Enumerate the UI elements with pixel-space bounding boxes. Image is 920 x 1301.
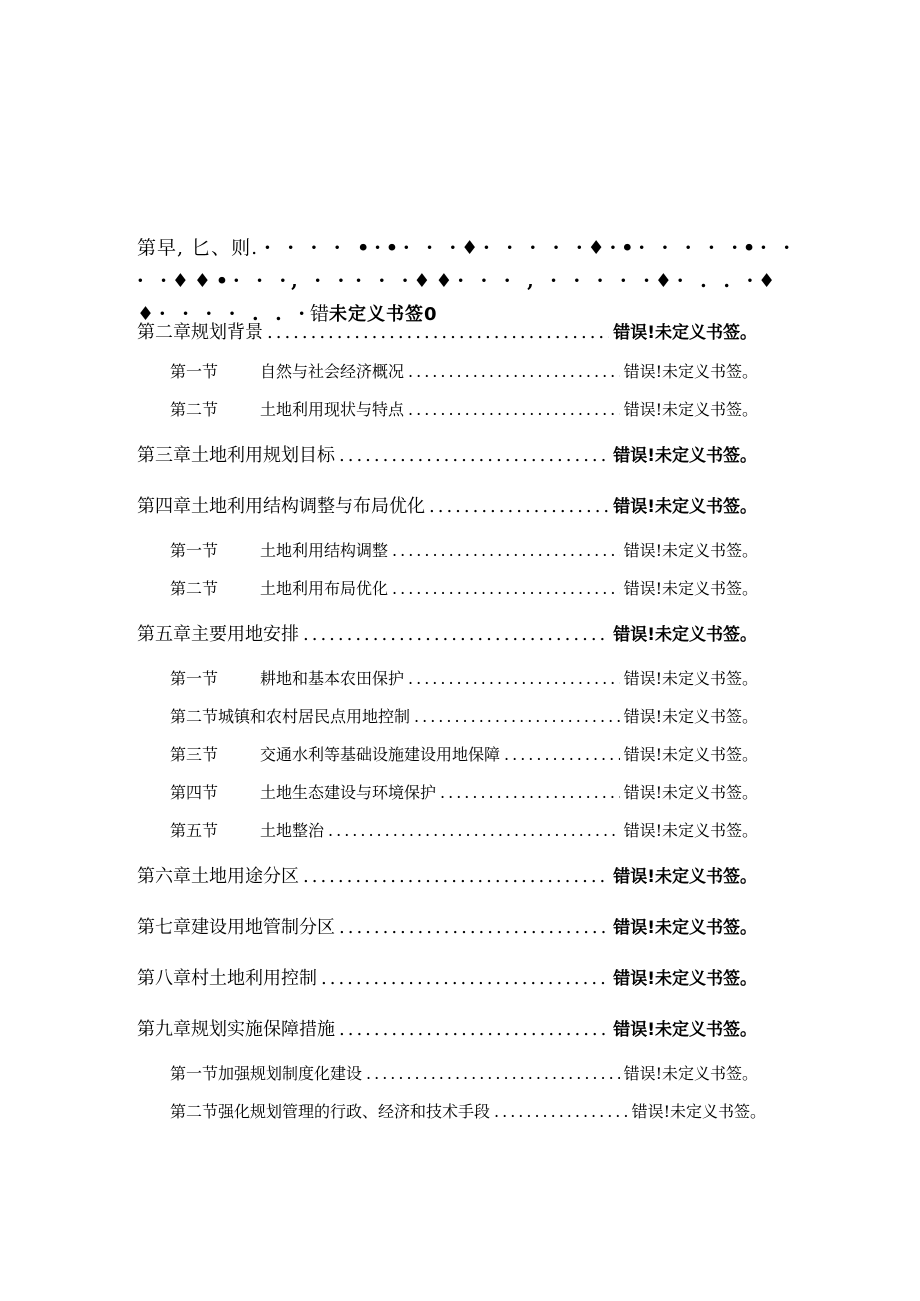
toc-entry-label: 第四章土地利用结构调整与布局优化 <box>137 496 425 517</box>
toc-entry-section[interactable] <box>170 1061 758 1084</box>
toc-page-error: 错误!未定义书签。 <box>631 1102 766 1121</box>
toc-entry-label <box>170 538 388 561</box>
toc-page-error: 错误!未定义书签。 <box>613 969 757 989</box>
toc-page-error: 错误!未定义书签。 <box>613 1020 757 1040</box>
toc-section-number: 第二节 <box>170 579 219 598</box>
toc-page-error: 错误!未定义书签。 <box>613 918 757 938</box>
toc-entry-label <box>170 780 436 803</box>
toc-entry-section[interactable] <box>170 704 758 727</box>
toc-leader <box>440 783 620 802</box>
toc-entry-chapter[interactable] <box>137 1015 757 1041</box>
toc-entry-label: 第二节强化规划管理的行政、经济和技术手段 <box>170 1102 491 1121</box>
toc-leader <box>414 707 620 726</box>
toc-leader <box>504 745 620 764</box>
toc-leader <box>494 1102 628 1121</box>
toc-section-title: 土地生态建设与环境保护 <box>260 783 437 802</box>
toc-section-number: 第一节 <box>170 669 219 688</box>
toc-entry-label <box>170 818 324 841</box>
toc-section-number: 第五节 <box>170 821 219 840</box>
toc-page-error: 错误!未定义书签。 <box>613 625 757 645</box>
toc-section-title: 土地利用结构调整 <box>260 541 389 560</box>
toc-leader <box>366 1064 620 1083</box>
toc-entry-label <box>170 742 500 765</box>
toc-section-title: 自然与社会经济概况 <box>260 362 405 381</box>
toc-page-error: 错误!未定义书签。 <box>623 707 758 726</box>
toc-entry-section[interactable] <box>170 538 758 561</box>
toc-leader <box>408 669 620 688</box>
toc-section-title: 耕地和基本农田保护 <box>260 669 405 688</box>
toc-entry-section[interactable] <box>170 742 758 765</box>
toc-page-error: 错误!未定义书签。 <box>623 579 758 598</box>
toc-entry-label <box>170 359 404 382</box>
toc-entry-chapter[interactable] <box>137 862 757 888</box>
toc-leader <box>267 322 609 343</box>
toc-leader <box>303 624 609 645</box>
toc-section-title: 交通水利等基础设施建设用地保障 <box>260 745 501 764</box>
toc-entry-chapter[interactable] <box>137 441 757 467</box>
toc-section-number: 第三节 <box>170 745 219 764</box>
toc-entry-section[interactable] <box>170 1099 766 1122</box>
toc-entry-chapter[interactable] <box>137 964 757 990</box>
toc-leader <box>408 362 620 381</box>
toc-page-error: 错误!未定义书签。 <box>623 400 758 419</box>
toc-page-error: 错误!未定义书签。 <box>613 497 757 517</box>
toc-entry-label: 第五章主要用地安排 <box>137 624 299 645</box>
toc-entry-section[interactable] <box>170 818 758 841</box>
toc-leader-garbled: · · · · •·•· · ·♦· · · · ·♦·•· · · · ·•· · · ·♦♦•· · ·, · · <box>137 237 795 292</box>
toc-page-error: 错误!未定义书签。 <box>623 1064 758 1083</box>
toc-entry-section[interactable] <box>170 359 758 382</box>
toc-entry-section[interactable] <box>170 780 758 803</box>
toc-leader-garbled-continued: · · ·♦♦· · · , · · · · ·♦· . . ·♦♦· · · · . . · <box>137 270 781 325</box>
toc-entry-chapter[interactable] <box>137 620 757 646</box>
toc-entry-section[interactable] <box>170 576 758 599</box>
toc-entry-label <box>170 666 404 689</box>
toc-leader <box>339 1019 609 1040</box>
toc-leader <box>429 496 609 517</box>
toc-section-title: 土地整治 <box>260 821 325 840</box>
toc-leader <box>392 541 620 560</box>
toc-entry-section[interactable] <box>170 397 758 420</box>
toc-entry-label: 第早, 匕、则. <box>137 237 259 259</box>
toc-section-title: 土地利用现状与特点 <box>260 400 405 419</box>
toc-entry-label <box>170 397 404 420</box>
toc-error-prefix: 错 <box>310 303 330 325</box>
toc-page-error: 错误!未定义书签。 <box>613 323 757 343</box>
toc-page-error: 错误!未定义书签。 <box>623 745 758 764</box>
toc-leader <box>408 400 620 419</box>
toc-section-number: 第一节 <box>170 362 219 381</box>
toc-page-error: 错误!未定义书签。 <box>623 669 758 688</box>
toc-page-error: 错误!未定义书签。 <box>613 446 757 466</box>
toc-page-error: 错误!未定义书签。 <box>613 867 757 887</box>
toc-page-error: 错误!未定义书签。 <box>623 362 758 381</box>
toc-section-title: 土地利用布局优化 <box>260 579 389 598</box>
toc-entry-chapter[interactable] <box>137 913 757 939</box>
toc-page-error: 错误!未定义书签。 <box>623 541 758 560</box>
toc-entry-label: 第二章规划背景 <box>137 322 263 343</box>
toc-entry-label: 第九章规划实施保障措施 <box>137 1019 335 1040</box>
toc-entry-chapter[interactable] <box>137 492 757 518</box>
toc-entry-label: 第二节城镇和农村居民点用地控制 <box>170 707 411 726</box>
toc-section-number: 第四节 <box>170 783 219 802</box>
toc-entry-chapter[interactable] <box>137 318 757 344</box>
toc-entry-label: 第三章土地利用规划目标 <box>137 445 335 466</box>
toc-leader <box>303 866 609 887</box>
toc-entry-label: 第七章建设用地管制分区 <box>137 917 335 938</box>
toc-entry-label: 第一节加强规划制度化建设 <box>170 1064 363 1083</box>
toc-page-error: 未定义书签0 <box>329 304 438 325</box>
toc-leader <box>339 917 609 938</box>
toc-entry-label: 第八章村土地利用控制 <box>137 968 317 989</box>
toc-leader <box>339 445 609 466</box>
toc-section-number: 第一节 <box>170 541 219 560</box>
toc-entry-label: 第六章土地用途分区 <box>137 866 299 887</box>
toc-entry-label <box>170 576 388 599</box>
toc-section-number: 第二节 <box>170 400 219 419</box>
toc-leader <box>321 968 609 989</box>
toc-page-error: 错误!未定义书签。 <box>623 783 758 802</box>
toc-entry-chapter-1[interactable] <box>137 232 797 331</box>
toc-leader <box>328 821 620 840</box>
toc-leader <box>392 579 620 598</box>
toc-page-error: 错误!未定义书签。 <box>623 821 758 840</box>
toc-entry-section[interactable] <box>170 666 758 689</box>
